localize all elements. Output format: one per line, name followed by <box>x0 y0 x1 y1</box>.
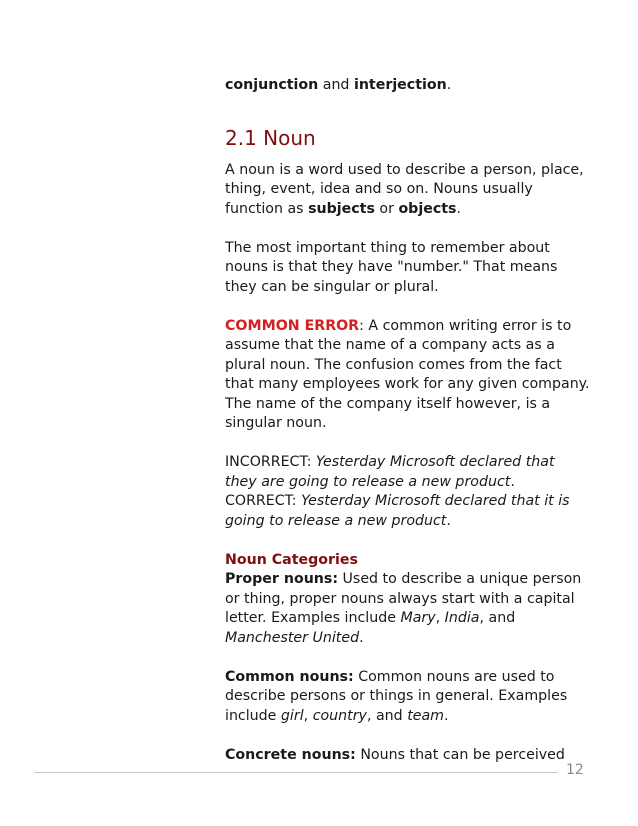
noun-categories-heading: Noun Categories <box>225 551 358 568</box>
page-content <box>225 76 590 765</box>
term-objects: objects <box>398 200 457 217</box>
common-error-label: COMMON ERROR <box>225 317 360 334</box>
proper-nouns-paragraph: Proper nouns: Used to describe a unique person or thing, proper nouns always start with a capital letter. Examples include Mary, India, and Manchester United. <box>225 571 582 646</box>
correct-example: CORRECT: Yesterday Microsoft declared that it is going to release a new product. <box>225 493 570 529</box>
concrete-nouns-paragraph: Concrete nouns: Nouns that can be perceived <box>225 746 565 763</box>
noun-definition: A noun is a word used to describe a person, place, thing, event, idea and so on. Nouns usually function as subjects or objects. <box>225 161 584 217</box>
section-title: 2.1 Noun <box>225 125 316 150</box>
term-interjection: interjection <box>353 77 447 93</box>
common-nouns-paragraph: Common nouns: Common nouns are used to describe persons or things in general. Examples include girl, country, and team. <box>225 668 568 724</box>
number-paragraph: The most important thing to remember about nouns is that they have "number." That means they can be singular or plural. <box>225 239 558 295</box>
term-subjects: subjects <box>308 200 375 217</box>
incorrect-example: INCORRECT: Yesterday Microsoft declared that they are going to release a new product. <box>225 454 555 490</box>
term-conjunction: conjunction <box>225 77 319 93</box>
footer-divider <box>34 772 558 773</box>
page-number: 12 <box>566 762 584 778</box>
intro-line: conjunction and interjection. <box>225 77 452 93</box>
common-error-paragraph: COMMON ERROR: A common writing error is to assume that the name of a company acts as a plural noun. The confusion comes from the fact that many employees work for any given company. The name of the company itself however, is a singular noun. <box>225 317 590 431</box>
